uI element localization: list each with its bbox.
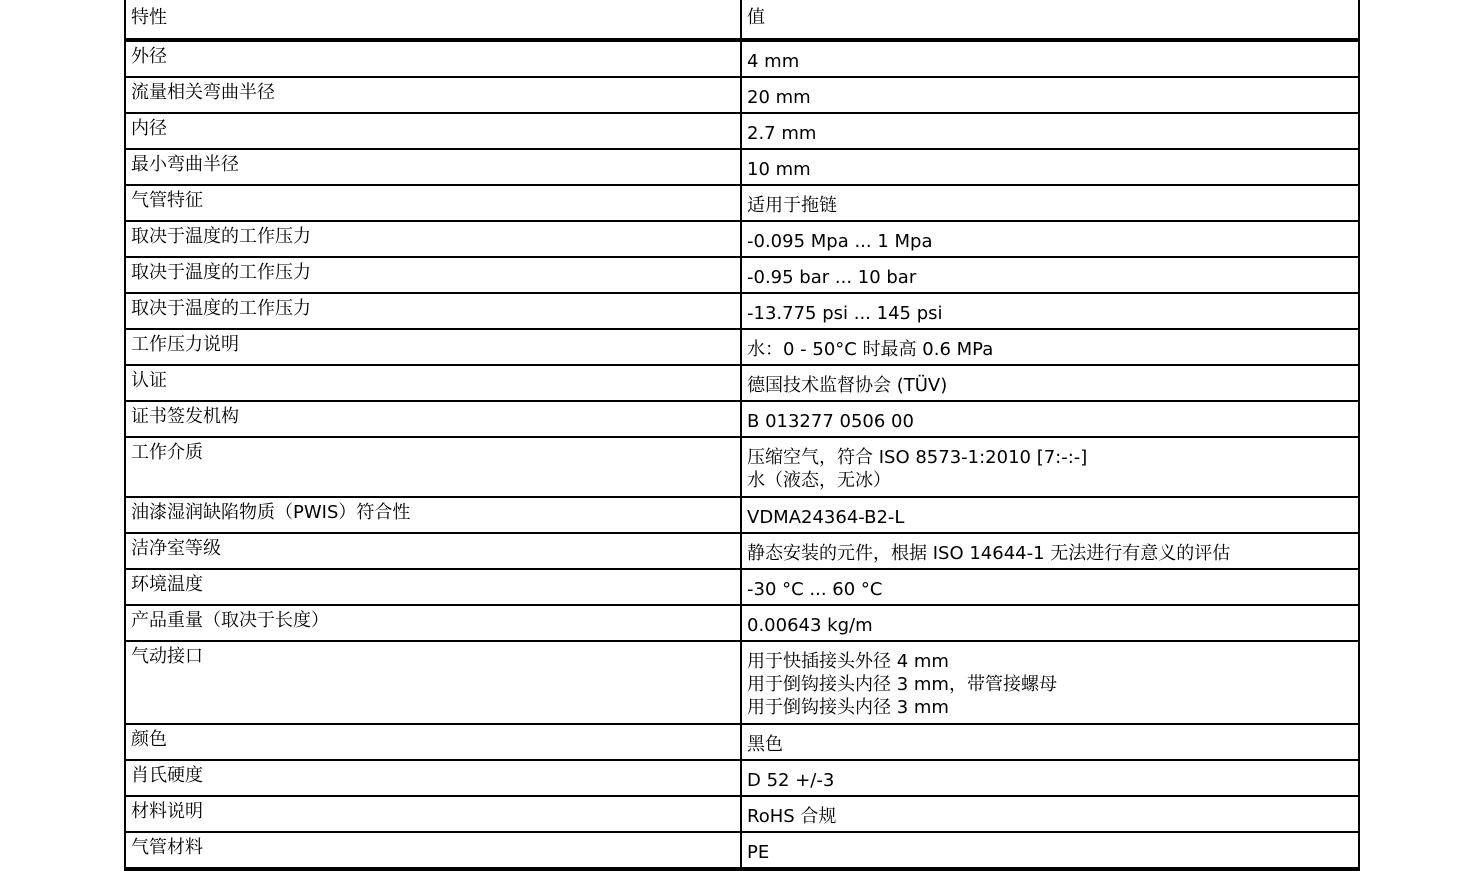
spec-table-body (125, 0, 1359, 869)
value-line: D 52 +/-3 (747, 770, 835, 791)
value-line: 水（液态，无冰） (747, 470, 891, 491)
value-cell (741, 641, 1359, 724)
value-cell (741, 401, 1359, 437)
table-row (125, 185, 1359, 221)
table-row (125, 796, 1359, 832)
property-cell: 颜色 (125, 724, 741, 760)
value-cell (741, 760, 1359, 796)
header-value: 值 (741, 0, 1359, 40)
value-line: RoHS 合规 (747, 806, 837, 827)
property-cell: 工作压力说明 (125, 329, 741, 365)
table-row (125, 40, 1359, 77)
value-cell (741, 724, 1359, 760)
value-line: -30 °C ... 60 °C (747, 579, 883, 600)
table-row (125, 77, 1359, 113)
property-cell: 工作介质 (125, 437, 741, 497)
value-cell (741, 832, 1359, 869)
value-cell (741, 257, 1359, 293)
value-cell (741, 77, 1359, 113)
value-line: 用于倒钩接头内径 3 mm，带管接螺母 (747, 674, 1057, 695)
value-cell (741, 497, 1359, 533)
table-row (125, 221, 1359, 257)
table-row (125, 760, 1359, 796)
property-cell: 取决于温度的工作压力 (125, 293, 741, 329)
property-cell: 产品重量（取决于长度） (125, 605, 741, 641)
property-cell: 油漆湿润缺陷物质（PWIS）符合性 (125, 497, 741, 533)
property-cell: 最小弯曲半径 (125, 149, 741, 185)
value-cell (741, 533, 1359, 569)
table-row (125, 329, 1359, 365)
value-line: 德国技术监督协会 (TÜV) (747, 375, 948, 396)
value-line: PE (747, 842, 770, 863)
value-line: 静态安装的元件，根据 ISO 14644-1 无法进行有意义的评估 (747, 543, 1231, 564)
table-row (125, 724, 1359, 760)
property-cell: 认证 (125, 365, 741, 401)
property-cell: 肖氏硬度 (125, 760, 741, 796)
value-cell (741, 329, 1359, 365)
value-line: VDMA24364-B2-L (747, 507, 905, 528)
value-line: 适用于拖链 (747, 195, 837, 216)
property-cell: 洁净室等级 (125, 533, 741, 569)
table-row (125, 113, 1359, 149)
value-line: 10 mm (747, 159, 811, 180)
table-row (125, 533, 1359, 569)
property-cell: 气管特征 (125, 185, 741, 221)
value-line: 4 mm (747, 51, 800, 72)
table-row (125, 293, 1359, 329)
table-row (125, 257, 1359, 293)
value-line: -0.95 bar ... 10 bar (747, 267, 917, 288)
header-property: 特性 (125, 0, 741, 40)
table-header-row (125, 0, 1359, 40)
value-cell (741, 113, 1359, 149)
value-line: 用于倒钩接头内径 3 mm (747, 697, 949, 718)
value-line: 2.7 mm (747, 123, 817, 144)
property-cell: 材料说明 (125, 796, 741, 832)
table-row (125, 365, 1359, 401)
property-cell: 内径 (125, 113, 741, 149)
value-cell (741, 569, 1359, 605)
property-cell: 外径 (125, 40, 741, 77)
value-cell (741, 605, 1359, 641)
value-line: 黑色 (747, 734, 783, 755)
spec-table (124, 0, 1360, 871)
value-cell (741, 221, 1359, 257)
value-line: -13.775 psi ... 145 psi (747, 303, 943, 324)
value-cell (741, 796, 1359, 832)
property-cell: 证书签发机构 (125, 401, 741, 437)
value-line: B 013277 0506 00 (747, 411, 914, 432)
value-cell (741, 365, 1359, 401)
value-cell (741, 149, 1359, 185)
table-row (125, 569, 1359, 605)
value-cell (741, 437, 1359, 497)
table-row (125, 605, 1359, 641)
table-row (125, 401, 1359, 437)
value-line: 水：0 - 50°C 时最高 0.6 MPa (747, 339, 994, 360)
property-cell: 气动接口 (125, 641, 741, 724)
property-cell: 环境温度 (125, 569, 741, 605)
value-cell (741, 293, 1359, 329)
table-row (125, 497, 1359, 533)
table-row (125, 832, 1359, 869)
value-line: 20 mm (747, 87, 811, 108)
property-cell: 气管材料 (125, 832, 741, 869)
property-cell: 取决于温度的工作压力 (125, 257, 741, 293)
table-row (125, 437, 1359, 497)
value-line: -0.095 Mpa ... 1 Mpa (747, 231, 933, 252)
property-cell: 取决于温度的工作压力 (125, 221, 741, 257)
table-row (125, 149, 1359, 185)
value-line: 用于快插接头外径 4 mm (747, 651, 949, 672)
value-cell (741, 40, 1359, 77)
table-row (125, 641, 1359, 724)
property-cell: 流量相关弯曲半径 (125, 77, 741, 113)
value-line: 压缩空气，符合 ISO 8573-1:2010 [7:-:-] (747, 447, 1088, 468)
value-cell (741, 185, 1359, 221)
value-line: 0.00643 kg/m (747, 615, 873, 636)
